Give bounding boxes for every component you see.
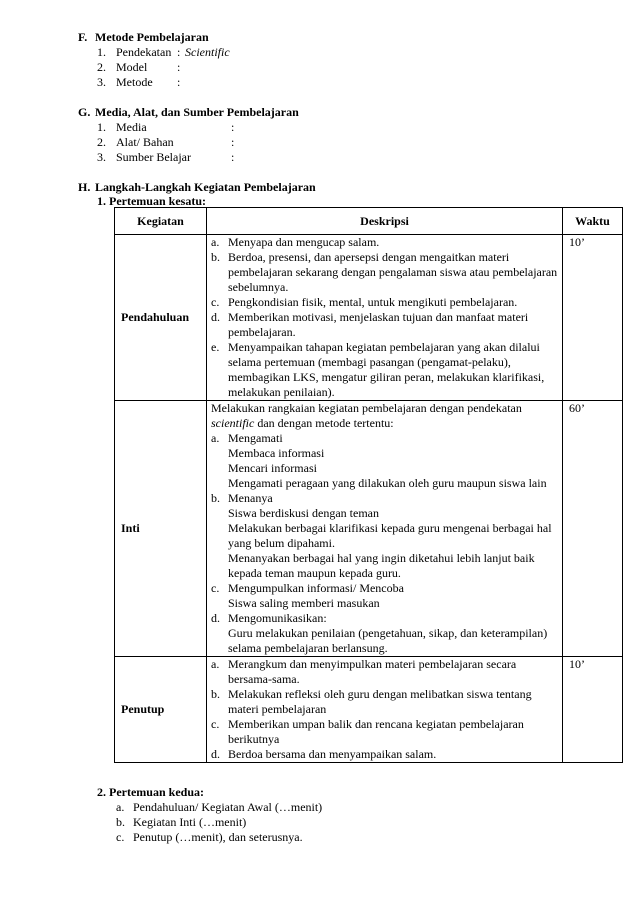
sub-item: Mengamati peragaan yang dilakukan oleh guru maupun siswa lain — [228, 476, 547, 490]
meeting-2-item: b. Kegiatan Inti (…menit) — [116, 815, 247, 829]
inti-intro: Melakukan rangkaian kegiatan pembelajaran dengan pendekatan scientific dan dengan metode tertentu: — [211, 401, 522, 430]
list-item: a. Mengamati — [211, 431, 283, 445]
header-kegiatan: Kegiatan — [115, 208, 207, 235]
deskripsi-inti — [207, 401, 563, 657]
kegiatan-penutup: Penutup — [115, 657, 207, 763]
sub-item: Melakukan berbagai klarifikasi kepada guru mengenai berbagai hal yang belum dipahami. — [228, 521, 552, 550]
meeting-1-heading: 1. Pertemuan kesatu: — [97, 194, 206, 208]
header-waktu: Waktu — [563, 208, 623, 235]
header-deskripsi: Deskripsi — [207, 208, 563, 235]
meeting-2-item: a. Pendahuluan/ Kegiatan Awal (…menit) — [116, 800, 323, 814]
sub-item: Membaca informasi — [228, 446, 325, 460]
table-row-inti — [115, 401, 623, 657]
table-row-pendahuluan — [115, 235, 623, 401]
sub-item: Guru melakukan penilaian (pengetahuan, sikap, dan keterampilan) selama pembelajaran berlansung. — [228, 626, 548, 655]
section-f-item: 2. Model : — [97, 60, 181, 74]
meeting-2-heading: 2. Pertemuan kedua: — [97, 785, 204, 799]
list-item: a. Merangkum dan menyimpulkan materi pembelajaran secara bersama-sama. — [211, 657, 517, 686]
sub-item: Siswa saling memberi masukan — [228, 596, 380, 610]
list-item: c. Pengkondisian fisik, mental, untuk mengikuti pembelajaran. — [211, 295, 518, 309]
list-item: d. Berdoa bersama dan menyampaikan salam. — [211, 747, 437, 761]
deskripsi-pendahuluan — [207, 235, 563, 401]
section-f-item: 3. Metode : — [97, 75, 181, 89]
kegiatan-inti: Inti — [115, 401, 207, 657]
sub-item: Siswa berdiskusi dengan teman — [228, 506, 379, 520]
section-h-heading: H. Langkah-Langkah Kegiatan Pembelajaran — [78, 180, 316, 194]
list-item: d. Mengomunikasikan: — [211, 611, 327, 625]
list-item: b. Melakukan refleksi oleh guru dengan melibatkan siswa tentang materi pembelajaran — [211, 687, 532, 716]
activity-table — [114, 207, 623, 763]
section-g-item: 2. Alat/ Bahan : — [97, 135, 235, 149]
deskripsi-penutup — [207, 657, 563, 763]
kegiatan-pendahuluan: Pendahuluan — [115, 235, 207, 401]
waktu-pendahuluan: 10’ — [563, 235, 623, 401]
sub-item: Mencari informasi — [228, 461, 317, 475]
section-g-heading: G. Media, Alat, dan Sumber Pembelajaran — [78, 105, 299, 119]
waktu-penutup: 10’ — [563, 657, 623, 763]
list-item: a. Menyapa dan mengucap salam. — [211, 235, 380, 249]
list-item: c. Memberikan umpan balik dan rencana kegiatan pembelajaran berikutnya — [211, 717, 524, 746]
table-header-row — [115, 208, 623, 235]
list-item: d. Memberikan motivasi, menjelaskan tujuan dan manfaat materi pembelajaran. — [211, 310, 529, 339]
sub-item: Menanyakan berbagai hal yang ingin diketahui lebih lanjut baik kepada teman maupun kepada guru. — [228, 551, 535, 580]
waktu-inti: 60’ — [563, 401, 623, 657]
section-f-item: 1. Pendekatan : Scientific — [97, 45, 230, 59]
meeting-2-item: c. Penutup (…menit), dan seterusnya. — [116, 830, 303, 844]
section-g-item: 3. Sumber Belajar : — [97, 150, 235, 164]
list-item: c. Mengumpulkan informasi/ Mencoba — [211, 581, 404, 595]
section-f-heading: F. Metode Pembelajaran — [78, 30, 209, 44]
list-item: b. Berdoa, presensi, dan apersepsi dengan mengaitkan materi pembelajaran sekarang dengan pengalaman siswa atau pembelajaran sebelumnya. — [211, 250, 558, 294]
table-row-penutup — [115, 657, 623, 763]
section-g-item: 1. Media : — [97, 120, 235, 134]
list-item: b. Menanya — [211, 491, 273, 505]
list-item: e. Menyampaikan tahapan kegiatan pembelajaran yang akan dilalui selama pertemuan (membagi pasangan (pengamat-pelaku), membagikan LKS, mengatur giliran peran, melakukan klarifikasi, melakukan penilaian). — [211, 340, 545, 399]
